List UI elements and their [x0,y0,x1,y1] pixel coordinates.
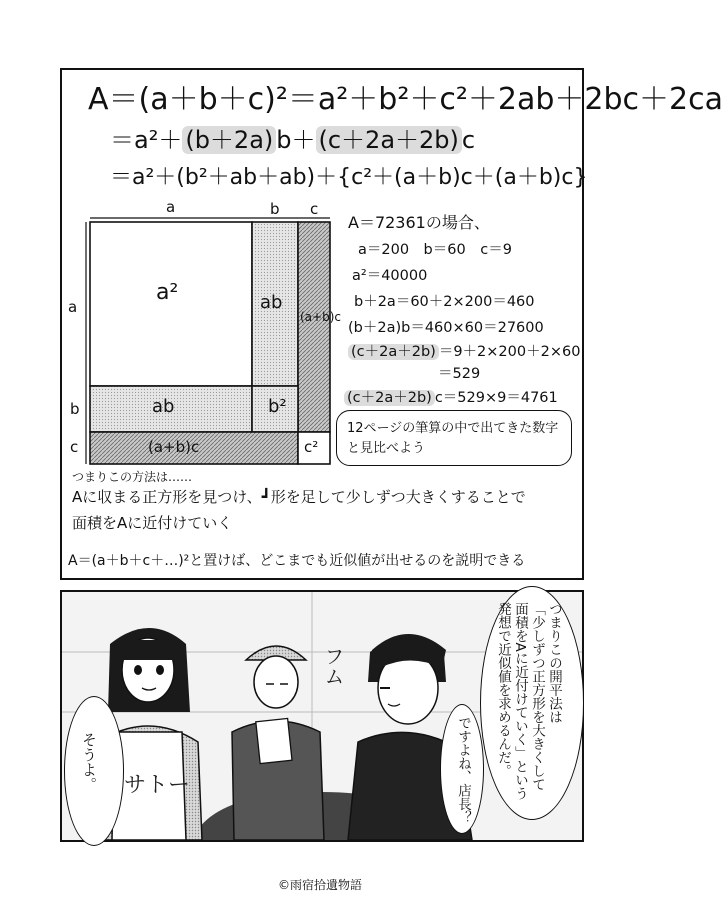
manga-panel [60,590,584,842]
eq2-part-e: c [461,126,476,154]
calc-c2a2bc-highlight: (c＋2a＋2b) [344,390,435,406]
sfx-fumu: フム [321,646,345,686]
cell-label-b2: b² [268,396,287,417]
eq2-part-c: b＋ [276,126,316,154]
calc-values: a＝200 b＝60 c＝9 [358,242,512,258]
calc-a2: a²＝40000 [352,268,428,284]
speech-text-boy-2: ですよね、店長？ [455,716,471,824]
equation-line-3: ＝a²＋(b²＋ab＋ab)＋{c²＋(a＋b)c＋(a＋b)c} [110,165,588,190]
speech-text-woman: そうよ。 [80,732,98,792]
calc-c2a2b-rest: ＝9＋2×200＋2×60 [438,344,581,360]
cell-label-c2: c² [304,438,319,456]
left-label-b: b [70,400,80,418]
apron-name: サトー [124,773,191,798]
cell-label-ab-bottom: ab [152,396,175,417]
note-bubble: 12ページの筆算の中で出てきた数字と見比べよう [336,410,572,466]
left-label-a: a [68,298,78,316]
calc-c2a2b-highlight: (c＋2a＋2b) [348,344,439,360]
calc-b2a: b＋2a＝60＋2×200＝460 [354,294,535,310]
speech-text-boy-1: つまりこの開平法は 「少しずつ正方形を大きくして 面積をAに近付けていく」という 発想で近似値を求めるんだ。 [495,602,562,801]
notepad [256,718,292,763]
explanation-line-3: A＝(a＋b＋c＋…)²と置けば、どこまでも近似値が出せるのを説明できる [68,553,526,569]
eq2-part-a: ＝a²＋ [110,126,183,154]
eq2-highlight-c2a2b: (c＋2a＋2b) [316,126,462,154]
explanation-line-2: 面積をAに近付けていく [72,514,233,532]
explanation-line-1: Aに収まる正方形を見つけ、┛形を足して少しずつ大きくすることで [72,488,526,506]
copyright-credit: ©雨宿拾遺物語 [277,878,362,892]
calc-title: A＝72361の場合、 [348,213,490,232]
cell-apbc-right [298,222,330,432]
calc-b2ab: (b＋2a)b＝460×60＝27600 [348,320,544,336]
top-label-a: a [166,198,176,216]
equation-line-1: A＝(a＋b＋c)²＝a²＋b²＋c²＋2ab＋2bc＋2ca [88,82,723,117]
calc-c2a2bc [344,386,558,407]
math-panel [60,68,723,580]
eq2-highlight-b2a: (b＋2a) [182,126,276,154]
calc-c2a2bc-rest: c＝529×9＝4761 [434,390,558,406]
left-label-c: c [70,438,79,456]
cell-label-apbc-right: (a+b)c [300,310,341,324]
calc-c2a2b [348,340,580,361]
explanation-intro: つまりこの方法は…… [72,470,193,484]
cap-boy-character [232,646,324,840]
top-label-b: b [270,200,280,218]
cell-label-apbc-bottom: (a+b)c [148,438,200,456]
top-label-c: c [310,200,319,218]
cell-label-ab-right: ab [260,292,283,313]
cell-label-a2: a² [156,280,179,305]
calc-c2a2b-result: ＝529 [438,366,481,382]
